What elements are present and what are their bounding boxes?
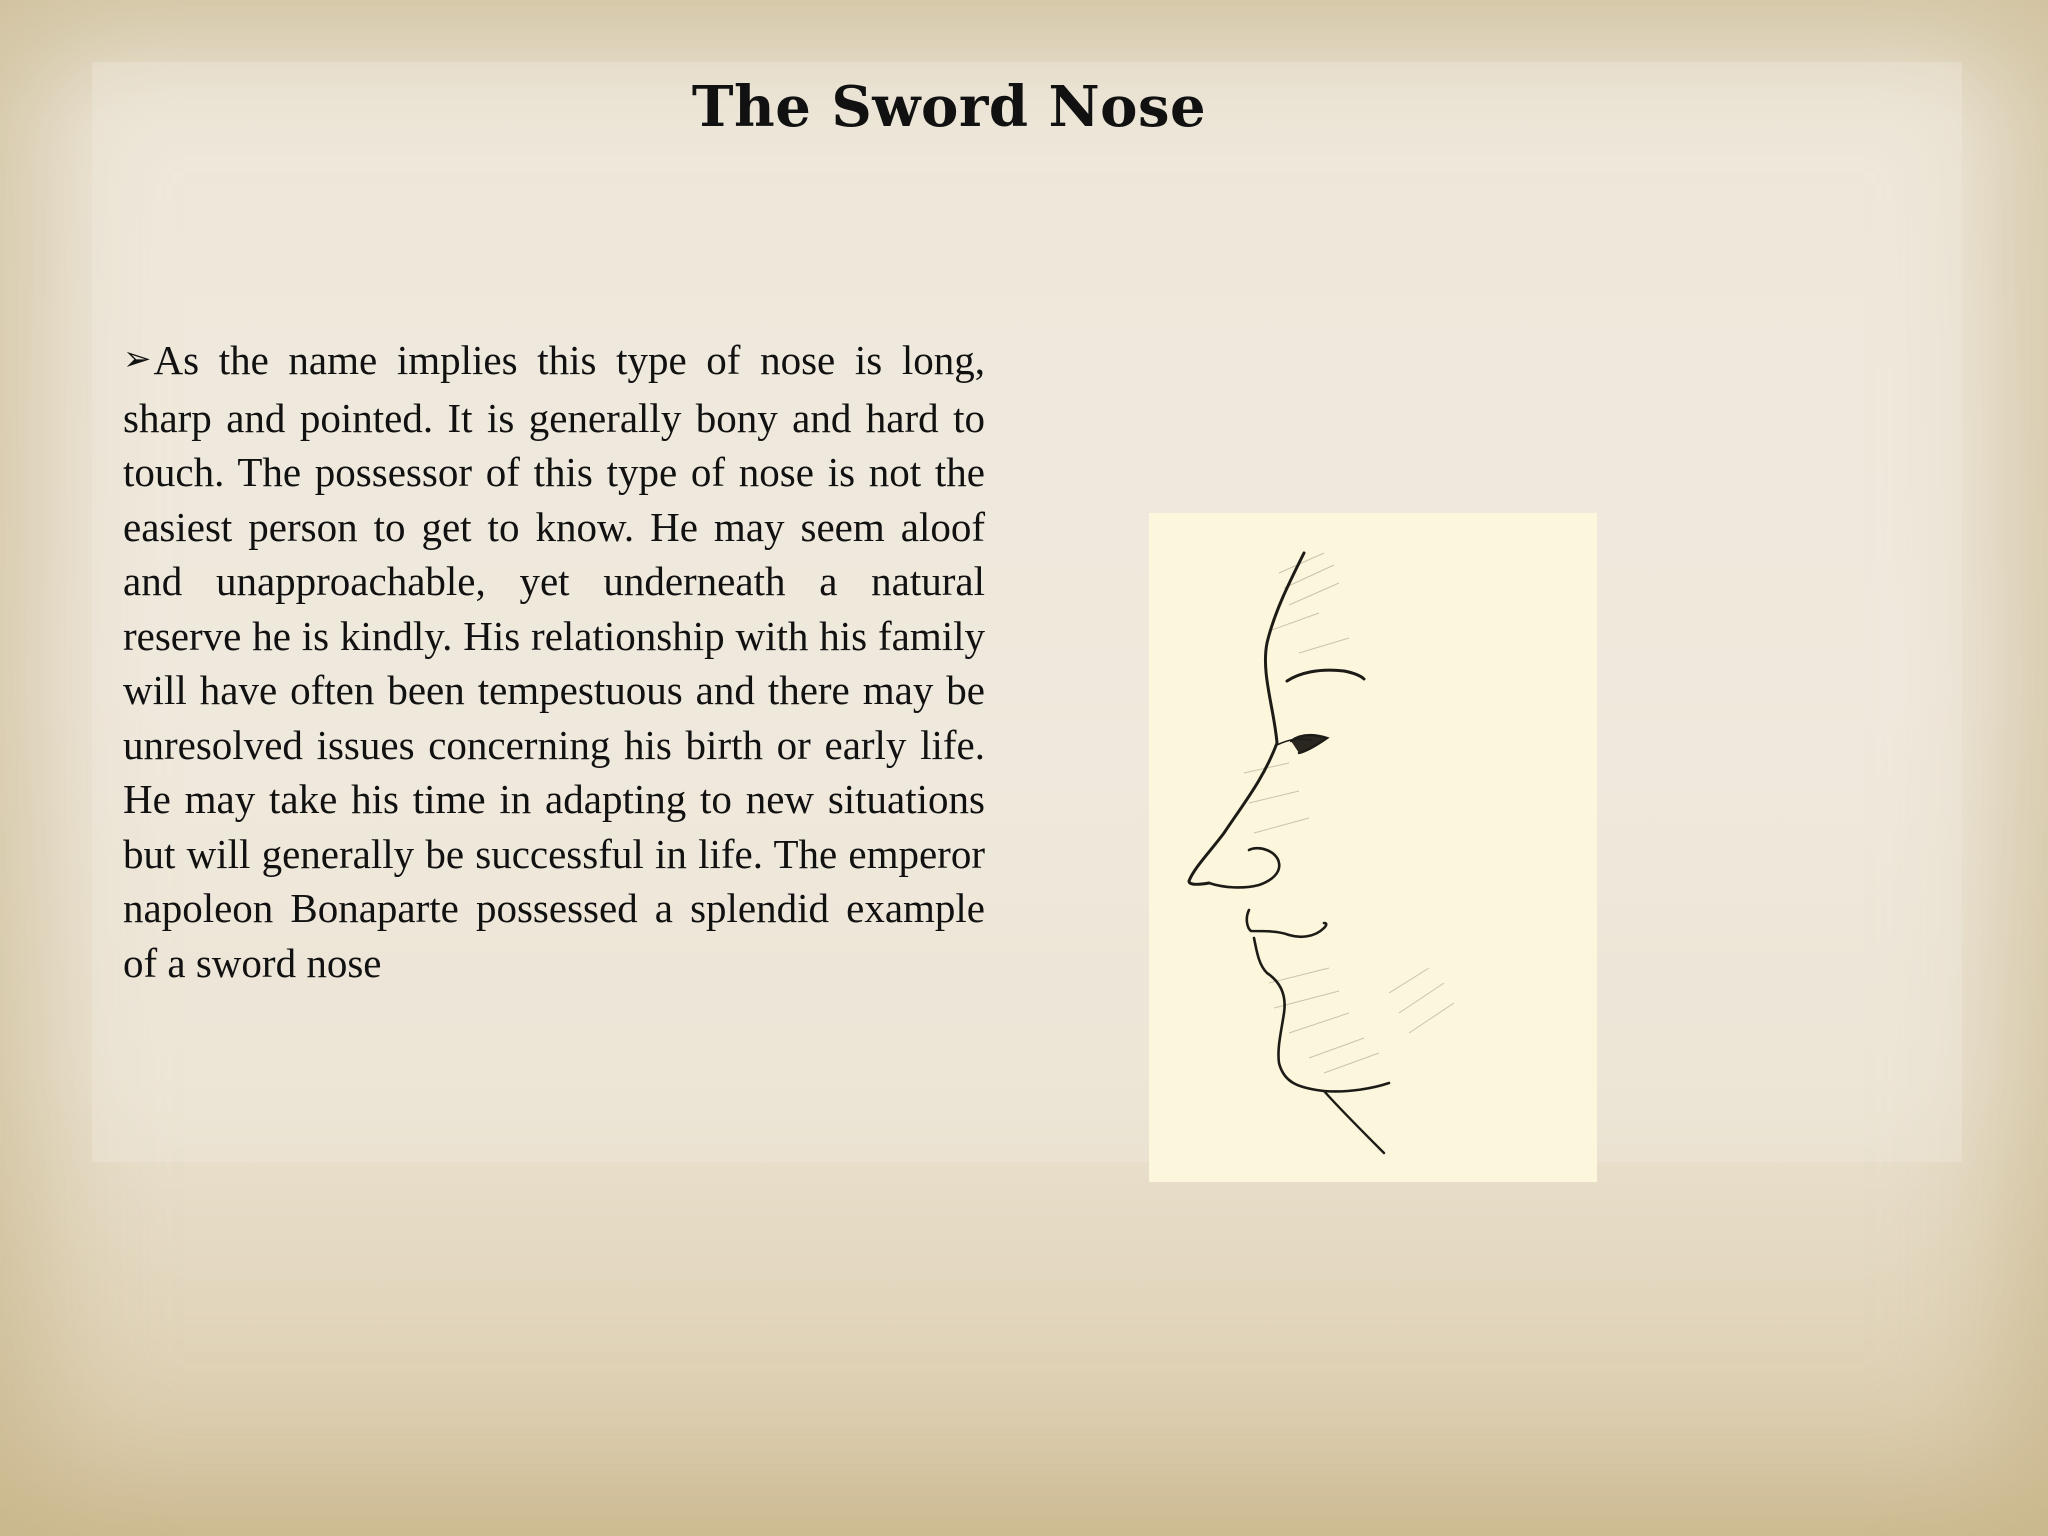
upper-lip <box>1247 910 1326 937</box>
arrow-bullet-icon: ➢ <box>123 339 152 379</box>
bullet-paragraph <box>123 333 985 990</box>
eyebrow <box>1287 670 1364 681</box>
chin-outline <box>1254 938 1389 1091</box>
paragraph-text: As the name implies this type of nose is long, sharp and pointed. It is generally bony and hard to touch. The possessor of this type of nose is not the easiest person to get to know. He may seem aloof and unapproachable, yet underneath a natural reserve he is kindly. His relationship with his family will have often been tempestuous and there may be unresolved issues concerning his birth or early life. He may take his time in adapting to new situations but will generally be successful in life. The emperor napoleon Bonaparte possessed a splendid example of a sword nose <box>123 337 985 986</box>
eye <box>1291 735 1327 753</box>
nose-profile-sketch <box>1149 513 1597 1182</box>
face-profile-drawing <box>1149 513 1597 1182</box>
jaw-line <box>1324 1091 1384 1153</box>
slide-title: The Sword Nose <box>691 74 1207 140</box>
shading-strokes <box>1244 553 1454 1073</box>
profile-outline <box>1189 553 1304 884</box>
nostril-line <box>1209 848 1279 887</box>
